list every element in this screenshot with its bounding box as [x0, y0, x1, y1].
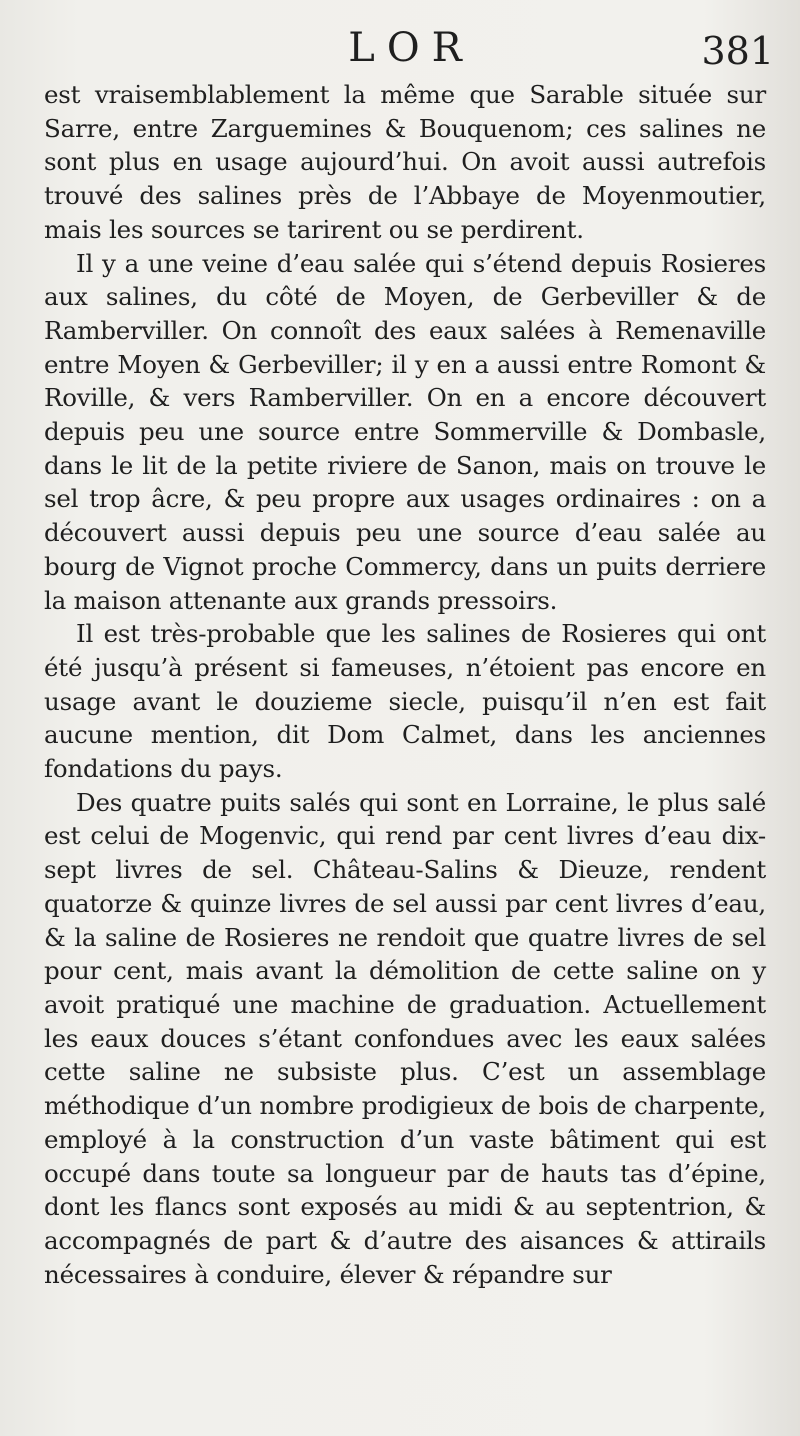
running-head: LOR: [348, 25, 474, 71]
page-number: 381: [701, 29, 774, 73]
paragraph-continuation: est vraisemblablement la même que Sarable située sur Sarre, entre Zarguemines & Bouquenom; ces salines ne sont plus en usage aujourd’hui. On avoit aussi autrefois trouvé des salines près de l’Abbaye de Moyenmoutier, mais les sources se tarirent ou se perdirent.: [44, 80, 766, 244]
page-header: [44, 20, 774, 78]
paragraph-salt-vein: Il y a une veine d’eau salée qui s’étend depuis Rosieres aux salines, du côté de Moyen, de Gerbeviller & de Ramberviller. On connoît des eaux salées à Remenaville entre Moyen & Gerbeviller; il y en a aussi entre Romont & Roville, & vers Ramberviller. On en a encore découvert depuis peu une source entre Sommerville & Dombasle, dans le lit de la petite riviere de Sanon, mais on trouve le sel trop âcre, & peu propre aux usages ordinaires : on a découvert aussi depuis peu une source d’eau salée au bourg de Vignot proche Commercy, dans un puits derriere la maison attenante aux grands pressoirs.: [44, 248, 766, 615]
paragraph-salt-wells: Des quatre puits salés qui sont en Lorraine, le plus salé est celui de Mogenvic, qui rend par cent livres d’eau dix-sept livres de sel. Château-Salins & Dieuze, rendent quatorze & quinze livres de sel aussi par cent livres d’eau, & la saline de Rosieres ne rendoit que quatre livres de sel pour cent, mais avant la démolition de cette saline on y avoit pratiqué une machine de graduation. Actuellement les eaux douces s’étant confondues avec les eaux salées cette saline ne subsiste plus. C’est un assemblage méthodique d’un nombre prodigieux de bois de charpente, employé à la construction d’un vaste bâtiment qui est occupé dans toute sa longueur par de hauts tas d’épine, dont les flancs sont exposés au midi & au septentrion, & accompagnés de part & d’autre des aisances & attirails nécessaires à conduire, élever & répandre sur: [44, 787, 766, 1289]
paragraph-rosieres-history: Il est très-probable que les salines de Rosieres qui ont été jusqu’à présent si fameuses, n’étoient pas encore en usage avant le douzieme siecle, puisqu’il n’en est fait aucune mention, dit Dom Calmet, dans les anciennes fondations du pays.: [44, 619, 766, 784]
body-text: [44, 78, 766, 1291]
